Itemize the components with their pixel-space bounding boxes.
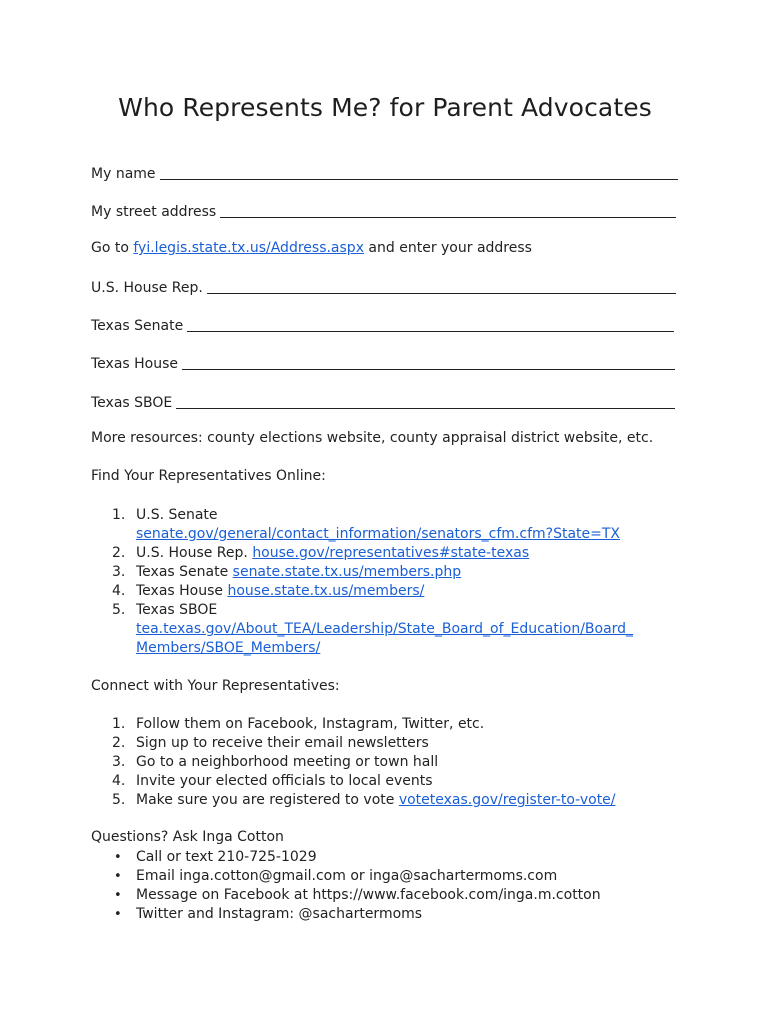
texas-sboe-link[interactable]: tea.texas.gov/About_TEA/Leadership/State_Board_of_Education/Board_ Members/SBOE_Members/ bbox=[136, 621, 634, 656]
list-item: 2. U.S. House Rep. house.gov/representatives#state-texas bbox=[112, 545, 530, 561]
list-item: 1. Follow them on Facebook, Instagram, Twitter, etc. bbox=[112, 716, 485, 732]
texas-house-blank-line[interactable] bbox=[182, 369, 675, 370]
texas-house-field bbox=[91, 352, 675, 372]
contact-list bbox=[91, 848, 601, 924]
my-name-label: My name bbox=[91, 166, 156, 182]
bullet-icon: • bbox=[114, 869, 122, 884]
list-item: 4. Invite your elected officials to local events bbox=[112, 773, 433, 789]
list-item: 2. Sign up to receive their email newsletters bbox=[112, 735, 429, 751]
list-item-label: U.S. Senate bbox=[136, 507, 218, 523]
texas-sboe-label: Texas SBOE bbox=[91, 395, 173, 411]
street-address-field bbox=[91, 200, 676, 220]
list-item: 4. Texas House house.state.tx.us/members/ bbox=[112, 583, 425, 599]
list-item-label: Message on Facebook at https://www.facebook.com/inga.m.cotton bbox=[136, 887, 601, 903]
list-item-label: Sign up to receive their email newsletters bbox=[136, 735, 429, 751]
find-representatives-list bbox=[91, 506, 633, 658]
list-item-label: Follow them on Facebook, Instagram, Twitter, etc. bbox=[136, 716, 485, 732]
texas-sboe-blank-line[interactable] bbox=[176, 408, 675, 409]
my-name-blank-line[interactable] bbox=[160, 179, 678, 180]
connect-representatives-heading: Connect with Your Representatives: bbox=[91, 678, 340, 694]
us-house-link[interactable]: house.gov/representatives#state-texas bbox=[252, 545, 530, 561]
list-item bbox=[91, 867, 601, 886]
us-senate-link[interactable]: senate.gov/general/contact_information/senators_cfm.cfm?State=TX bbox=[136, 526, 621, 542]
list-item-label: Twitter and Instagram: @sachartermoms bbox=[136, 906, 423, 922]
connect-representatives-list bbox=[91, 715, 616, 810]
questions-heading: Questions? Ask Inga Cotton bbox=[91, 829, 284, 845]
list-item-label: Texas SBOE bbox=[136, 602, 218, 618]
list-item bbox=[91, 848, 601, 867]
list-item-label: Invite your elected officials to local events bbox=[136, 773, 433, 789]
bullet-icon: • bbox=[114, 907, 122, 922]
list-item bbox=[91, 905, 601, 924]
us-house-rep-blank-line[interactable] bbox=[207, 293, 676, 294]
list-item-label: Texas Senate bbox=[136, 564, 229, 580]
list-item-label: Texas House bbox=[136, 583, 224, 599]
list-item-label: U.S. House Rep. bbox=[136, 545, 248, 561]
texas-sboe-field bbox=[91, 391, 675, 411]
us-house-rep-label: U.S. House Rep. bbox=[91, 280, 203, 296]
texas-senate-link[interactable]: senate.state.tx.us/members.php bbox=[232, 564, 462, 580]
more-resources-text: More resources: county elections website, county appraisal district website, etc. bbox=[91, 430, 654, 446]
us-house-rep-field bbox=[91, 276, 676, 296]
lookup-prefix: Go to bbox=[91, 240, 134, 256]
list-item-label: Call or text 210-725-1029 bbox=[136, 849, 317, 865]
lookup-address-link[interactable]: fyi.legis.state.tx.us/Address.aspx bbox=[133, 240, 364, 256]
page-title: Who Represents Me? for Parent Advocates bbox=[118, 93, 652, 122]
list-item: 3. Go to a neighborhood meeting or town hall bbox=[112, 754, 439, 770]
lookup-instruction bbox=[91, 240, 532, 256]
texas-senate-field bbox=[91, 314, 674, 334]
bullet-icon: • bbox=[114, 888, 122, 903]
register-to-vote-link[interactable]: votetexas.gov/register-to-vote/ bbox=[398, 792, 616, 808]
list-item-label: Make sure you are registered to vote bbox=[136, 792, 399, 808]
list-item: 3. Texas Senate senate.state.tx.us/members.php bbox=[112, 564, 462, 580]
texas-senate-blank-line[interactable] bbox=[187, 331, 674, 332]
list-item-label: Go to a neighborhood meeting or town hall bbox=[136, 754, 439, 770]
texas-house-label: Texas House bbox=[91, 356, 179, 372]
list-item: 5. Texas SBOE tea.texas.gov/About_TEA/Leadership/State_Board_of_Education/Board_ Members/SBOE_Members/ bbox=[112, 602, 634, 656]
list-item: 5. Make sure you are registered to vote votetexas.gov/register-to-vote/ bbox=[112, 792, 616, 808]
find-representatives-heading: Find Your Representatives Online: bbox=[91, 468, 326, 484]
list-item-label: Email inga.cotton@gmail.com or inga@sachartermoms.com bbox=[136, 868, 558, 884]
bullet-icon: • bbox=[114, 850, 122, 865]
street-address-blank-line[interactable] bbox=[220, 217, 676, 218]
list-item: 1. U.S. Senate senate.gov/general/contact_information/senators_cfm.cfm?State=TX bbox=[112, 507, 621, 542]
my-name-field bbox=[91, 162, 678, 182]
lookup-suffix: and enter your address bbox=[363, 240, 532, 256]
texas-house-link[interactable]: house.state.tx.us/members/ bbox=[227, 583, 425, 599]
texas-senate-label: Texas Senate bbox=[91, 318, 184, 334]
street-address-label: My street address bbox=[91, 204, 217, 220]
list-item bbox=[91, 886, 601, 905]
